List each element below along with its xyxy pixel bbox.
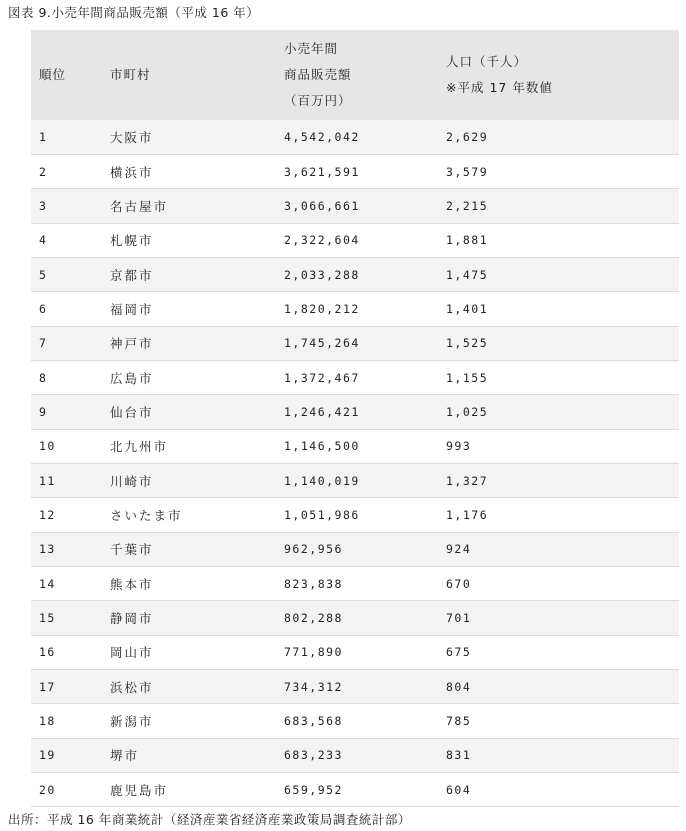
city-cell: 川崎市 bbox=[110, 473, 154, 489]
table-row bbox=[31, 773, 679, 807]
rank-cell: 20 bbox=[39, 782, 56, 797]
city-cell: 堺市 bbox=[110, 748, 140, 764]
sales-cell: 3,066,661 bbox=[284, 198, 360, 213]
population-cell: 2,215 bbox=[446, 198, 489, 213]
city-cell: さいたま市 bbox=[110, 507, 183, 523]
table-row bbox=[31, 738, 679, 772]
table-row bbox=[31, 360, 679, 394]
city-cell: 岡山市 bbox=[110, 645, 154, 661]
table-row bbox=[31, 326, 679, 360]
sales-cell: 1,051,986 bbox=[284, 507, 360, 522]
table-row bbox=[31, 498, 679, 532]
population-cell: 924 bbox=[446, 542, 472, 557]
table-row bbox=[31, 429, 679, 463]
city-cell: 福岡市 bbox=[110, 301, 154, 317]
city-cell: 鹿児島市 bbox=[110, 782, 169, 798]
sales-cell: 1,146,500 bbox=[284, 439, 360, 454]
sales-cell: 659,952 bbox=[284, 782, 343, 797]
population-cell: 675 bbox=[446, 645, 472, 660]
header-sales-line: 商品販売額 bbox=[284, 67, 352, 82]
sales-cell: 734,312 bbox=[284, 679, 343, 694]
population-cell: 1,525 bbox=[446, 336, 489, 351]
header-sales-line: 小売年間 bbox=[284, 41, 339, 56]
population-cell: 993 bbox=[446, 439, 472, 454]
rank-cell: 17 bbox=[39, 679, 56, 694]
population-cell: 1,155 bbox=[446, 370, 489, 385]
rank-cell: 7 bbox=[39, 336, 48, 351]
source-note: 出所：平成 16 年商業統計（経済産業省経済産業政策局調査統計部） bbox=[8, 812, 411, 827]
population-cell: 831 bbox=[446, 748, 472, 763]
city-cell: 浜松市 bbox=[110, 679, 154, 695]
population-cell: 670 bbox=[446, 576, 472, 591]
rank-cell: 2 bbox=[39, 164, 48, 179]
city-cell: 神戸市 bbox=[110, 336, 154, 352]
table-row bbox=[31, 395, 679, 429]
header-rank: 順位 bbox=[39, 67, 67, 82]
rank-cell: 18 bbox=[39, 714, 56, 729]
rank-cell: 9 bbox=[39, 404, 48, 419]
sales-cell: 683,233 bbox=[284, 748, 343, 763]
population-cell: 701 bbox=[446, 610, 472, 625]
population-cell: 785 bbox=[446, 714, 472, 729]
rank-cell: 19 bbox=[39, 748, 56, 763]
rank-cell: 5 bbox=[39, 267, 48, 282]
population-cell: 3,579 bbox=[446, 164, 489, 179]
rank-cell: 12 bbox=[39, 507, 56, 522]
sales-cell: 2,033,288 bbox=[284, 267, 360, 282]
sales-cell: 962,956 bbox=[284, 542, 343, 557]
rank-cell: 10 bbox=[39, 439, 56, 454]
city-cell: 静岡市 bbox=[110, 610, 154, 626]
population-cell: 2,629 bbox=[446, 129, 489, 144]
retail-sales-table bbox=[31, 30, 679, 807]
table-row bbox=[31, 566, 679, 600]
table-row bbox=[31, 189, 679, 223]
city-cell: 広島市 bbox=[110, 370, 154, 386]
header-sales-line: （百万円） bbox=[284, 93, 352, 108]
city-cell: 名古屋市 bbox=[110, 198, 169, 214]
rank-cell: 8 bbox=[39, 370, 48, 385]
sales-cell: 771,890 bbox=[284, 645, 343, 660]
city-cell: 新潟市 bbox=[110, 714, 154, 730]
table-row bbox=[31, 292, 679, 326]
population-cell: 1,881 bbox=[446, 233, 489, 248]
city-cell: 横浜市 bbox=[110, 164, 154, 180]
sales-cell: 683,568 bbox=[284, 714, 343, 729]
city-cell: 北九州市 bbox=[110, 439, 169, 455]
table-row bbox=[31, 463, 679, 497]
header-population-line: 人口（千人） bbox=[446, 54, 528, 69]
table-caption: 図表 9.小売年間商品販売額（平成 16 年） bbox=[8, 5, 260, 20]
rank-cell: 6 bbox=[39, 301, 48, 316]
table-row bbox=[31, 635, 679, 669]
table-row bbox=[31, 223, 679, 257]
city-cell: 仙台市 bbox=[110, 404, 154, 420]
rank-cell: 14 bbox=[39, 576, 56, 591]
population-cell: 1,327 bbox=[446, 473, 489, 488]
rank-cell: 3 bbox=[39, 198, 48, 213]
population-cell: 604 bbox=[446, 782, 472, 797]
rank-cell: 15 bbox=[39, 610, 56, 625]
table-header-row bbox=[31, 30, 679, 120]
population-cell: 1,475 bbox=[446, 267, 489, 282]
rank-cell: 1 bbox=[39, 129, 48, 144]
header-sales bbox=[276, 30, 438, 120]
table-row bbox=[31, 601, 679, 635]
population-cell: 804 bbox=[446, 679, 472, 694]
sales-cell: 1,745,264 bbox=[284, 336, 360, 351]
population-cell: 1,401 bbox=[446, 301, 489, 316]
city-cell: 京都市 bbox=[110, 267, 154, 283]
sales-cell: 802,288 bbox=[284, 610, 343, 625]
rank-cell: 11 bbox=[39, 473, 56, 488]
sales-cell: 1,372,467 bbox=[284, 370, 360, 385]
sales-cell: 1,246,421 bbox=[284, 404, 360, 419]
rank-cell: 13 bbox=[39, 542, 56, 557]
sales-cell: 1,820,212 bbox=[284, 301, 360, 316]
sales-cell: 1,140,019 bbox=[284, 473, 360, 488]
city-cell: 札幌市 bbox=[110, 233, 154, 249]
city-cell: 大阪市 bbox=[110, 129, 154, 145]
table-row bbox=[31, 120, 679, 154]
city-cell: 千葉市 bbox=[110, 542, 154, 558]
sales-cell: 3,621,591 bbox=[284, 164, 360, 179]
table-row bbox=[31, 670, 679, 704]
population-cell: 1,025 bbox=[446, 404, 489, 419]
sales-cell: 823,838 bbox=[284, 576, 343, 591]
sales-cell: 4,542,042 bbox=[284, 129, 360, 144]
header-population-line: ※平成 17 年数値 bbox=[446, 80, 553, 95]
table-body bbox=[31, 120, 679, 807]
city-cell: 熊本市 bbox=[110, 576, 154, 592]
table-row bbox=[31, 704, 679, 738]
header-population bbox=[438, 30, 679, 120]
rank-cell: 16 bbox=[39, 645, 56, 660]
table-row bbox=[31, 154, 679, 188]
sales-cell: 2,322,604 bbox=[284, 233, 360, 248]
header-city: 市町村 bbox=[110, 67, 151, 82]
rank-cell: 4 bbox=[39, 233, 48, 248]
population-cell: 1,176 bbox=[446, 507, 489, 522]
table-row bbox=[31, 532, 679, 566]
table-row bbox=[31, 257, 679, 291]
